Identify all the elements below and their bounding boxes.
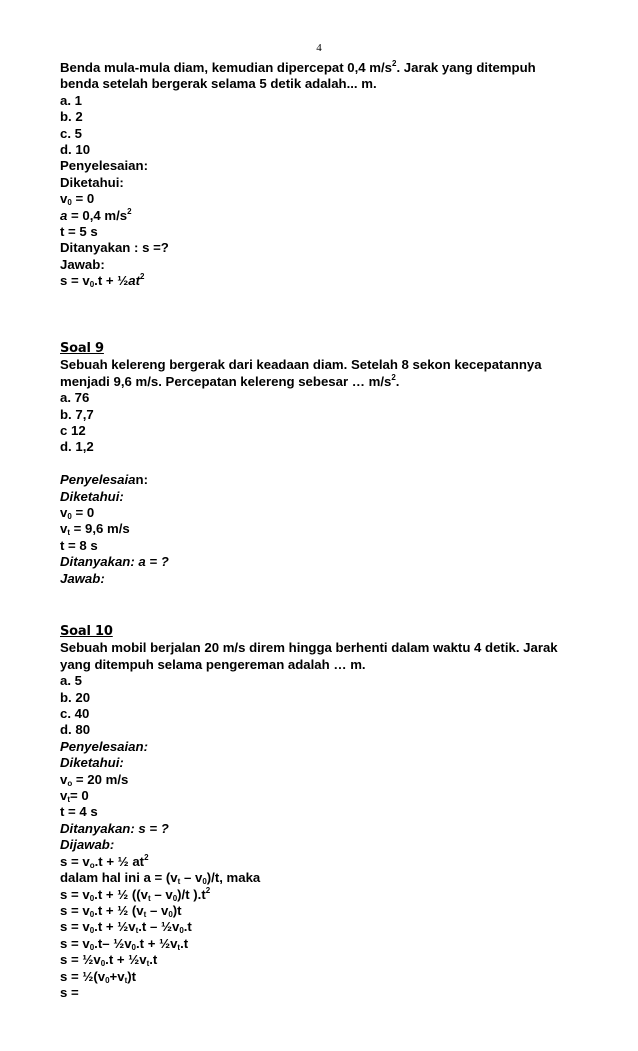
answer-label: Dijawab:	[60, 837, 115, 853]
known-time: t = 5 s	[60, 224, 98, 240]
formula-line: $s = v_o.t$ + ½ $at^2$	[60, 852, 149, 870]
option: a. 5	[60, 673, 82, 689]
soal-9	[60, 341, 600, 587]
option: c. 40	[60, 706, 90, 722]
solution-label: Penyelesaian:	[60, 738, 148, 754]
formula-line: dalam hal ini $a = (v_t - v_0)/t$, maka	[60, 870, 261, 887]
option: b. 7,7	[60, 406, 94, 422]
option: a. 1	[60, 92, 82, 108]
answer-label: Jawab:	[60, 570, 105, 586]
formula-line: $s = v_0.t-$ $\frac{1}{2}v_0.t$ + $\frac{1}{2}v_t.t$	[60, 935, 189, 952]
known-vt: $v_t = 9,6$ m/s	[60, 521, 130, 538]
formula-line: $s = v_0.t$ + ½ ($(v_t - v_0)/t$ )$.t^2$	[60, 885, 211, 903]
formula-line: s =	[60, 984, 79, 1000]
formula-line: $s = v_0.t$ + $\frac{1}{2}at^2$	[60, 272, 145, 290]
formula-line: $s = v_0.t$ + ½ $(v_t - v_0)t$	[60, 902, 182, 919]
option: c 12	[60, 423, 86, 439]
known-vo: $v_o = 20$ m/s	[60, 771, 129, 788]
intro-problem	[60, 60, 600, 290]
formula-line: $s = v_0.t$ + $\frac{1}{2}v_t.t$ – $\frac{1}{2}v_0.t$	[60, 919, 192, 936]
question-line: Sebuah mobil berjalan 20 m/s direm hingga berhenti dalam waktu 4 detik. Jarak	[60, 640, 558, 656]
soal-heading: Soal 10	[60, 624, 113, 639]
known-label: Diketahui:	[60, 174, 124, 190]
known-time: t = 4 s	[60, 804, 98, 820]
question-line: Benda mula-mula diam, kemudian dipercepat 0,4 $m/s^2$. Jarak yang ditempuh	[60, 59, 536, 75]
known-time: t = 8 s	[60, 537, 98, 553]
page-number: 4	[316, 42, 322, 54]
option: d. 10	[60, 142, 91, 158]
known-v0: $v_0 = 0$	[60, 191, 95, 208]
option: d. 1,2	[60, 439, 94, 455]
known-acceleration: a = 0,4 $m/s^2$	[60, 206, 132, 223]
asked-label: Ditanyakan: s = ?	[60, 820, 169, 836]
solution-label: Penyelesaian:	[60, 472, 148, 488]
known-label: Diketahui:	[60, 488, 124, 504]
asked-label: Ditanyakan: a = ?	[60, 554, 169, 570]
option: b. 20	[60, 689, 91, 705]
question-line: Sebuah kelereng bergerak dari keadaan diam. Setelah 8 sekon kecepatannya	[60, 357, 542, 373]
soal-10	[60, 624, 600, 1001]
question-line: menjadi 9,6 m/s. Percepatan kelereng sebesar … $m/s^2$.	[60, 372, 400, 389]
soal-heading: Soal 9	[60, 341, 104, 356]
option: b. 2	[60, 109, 83, 125]
question-line: benda setelah bergerak selama 5 detik adalah... m.	[60, 76, 377, 92]
known-label: Diketahui:	[60, 755, 124, 771]
asked-label: Ditanyakan : s =?	[60, 240, 169, 256]
answer-label: Jawab:	[60, 256, 105, 272]
option: a. 76	[60, 390, 90, 406]
known-v0: $v_0 = 0$	[60, 505, 95, 522]
solution-label: Penyelesaian:	[60, 158, 148, 174]
formula-line: $s = \frac{1}{2}v_0.t$ + $\frac{1}{2}v_t.t$	[60, 952, 158, 969]
question-line: yang ditempuh selama pengereman adalah … m.	[60, 656, 366, 672]
known-vt: $v_t= 0$	[60, 788, 89, 805]
formula-line: $s = \frac{1}{2}(v_0+v_t)t$	[60, 968, 137, 985]
option: c. 5	[60, 125, 82, 141]
option: d. 80	[60, 722, 91, 738]
